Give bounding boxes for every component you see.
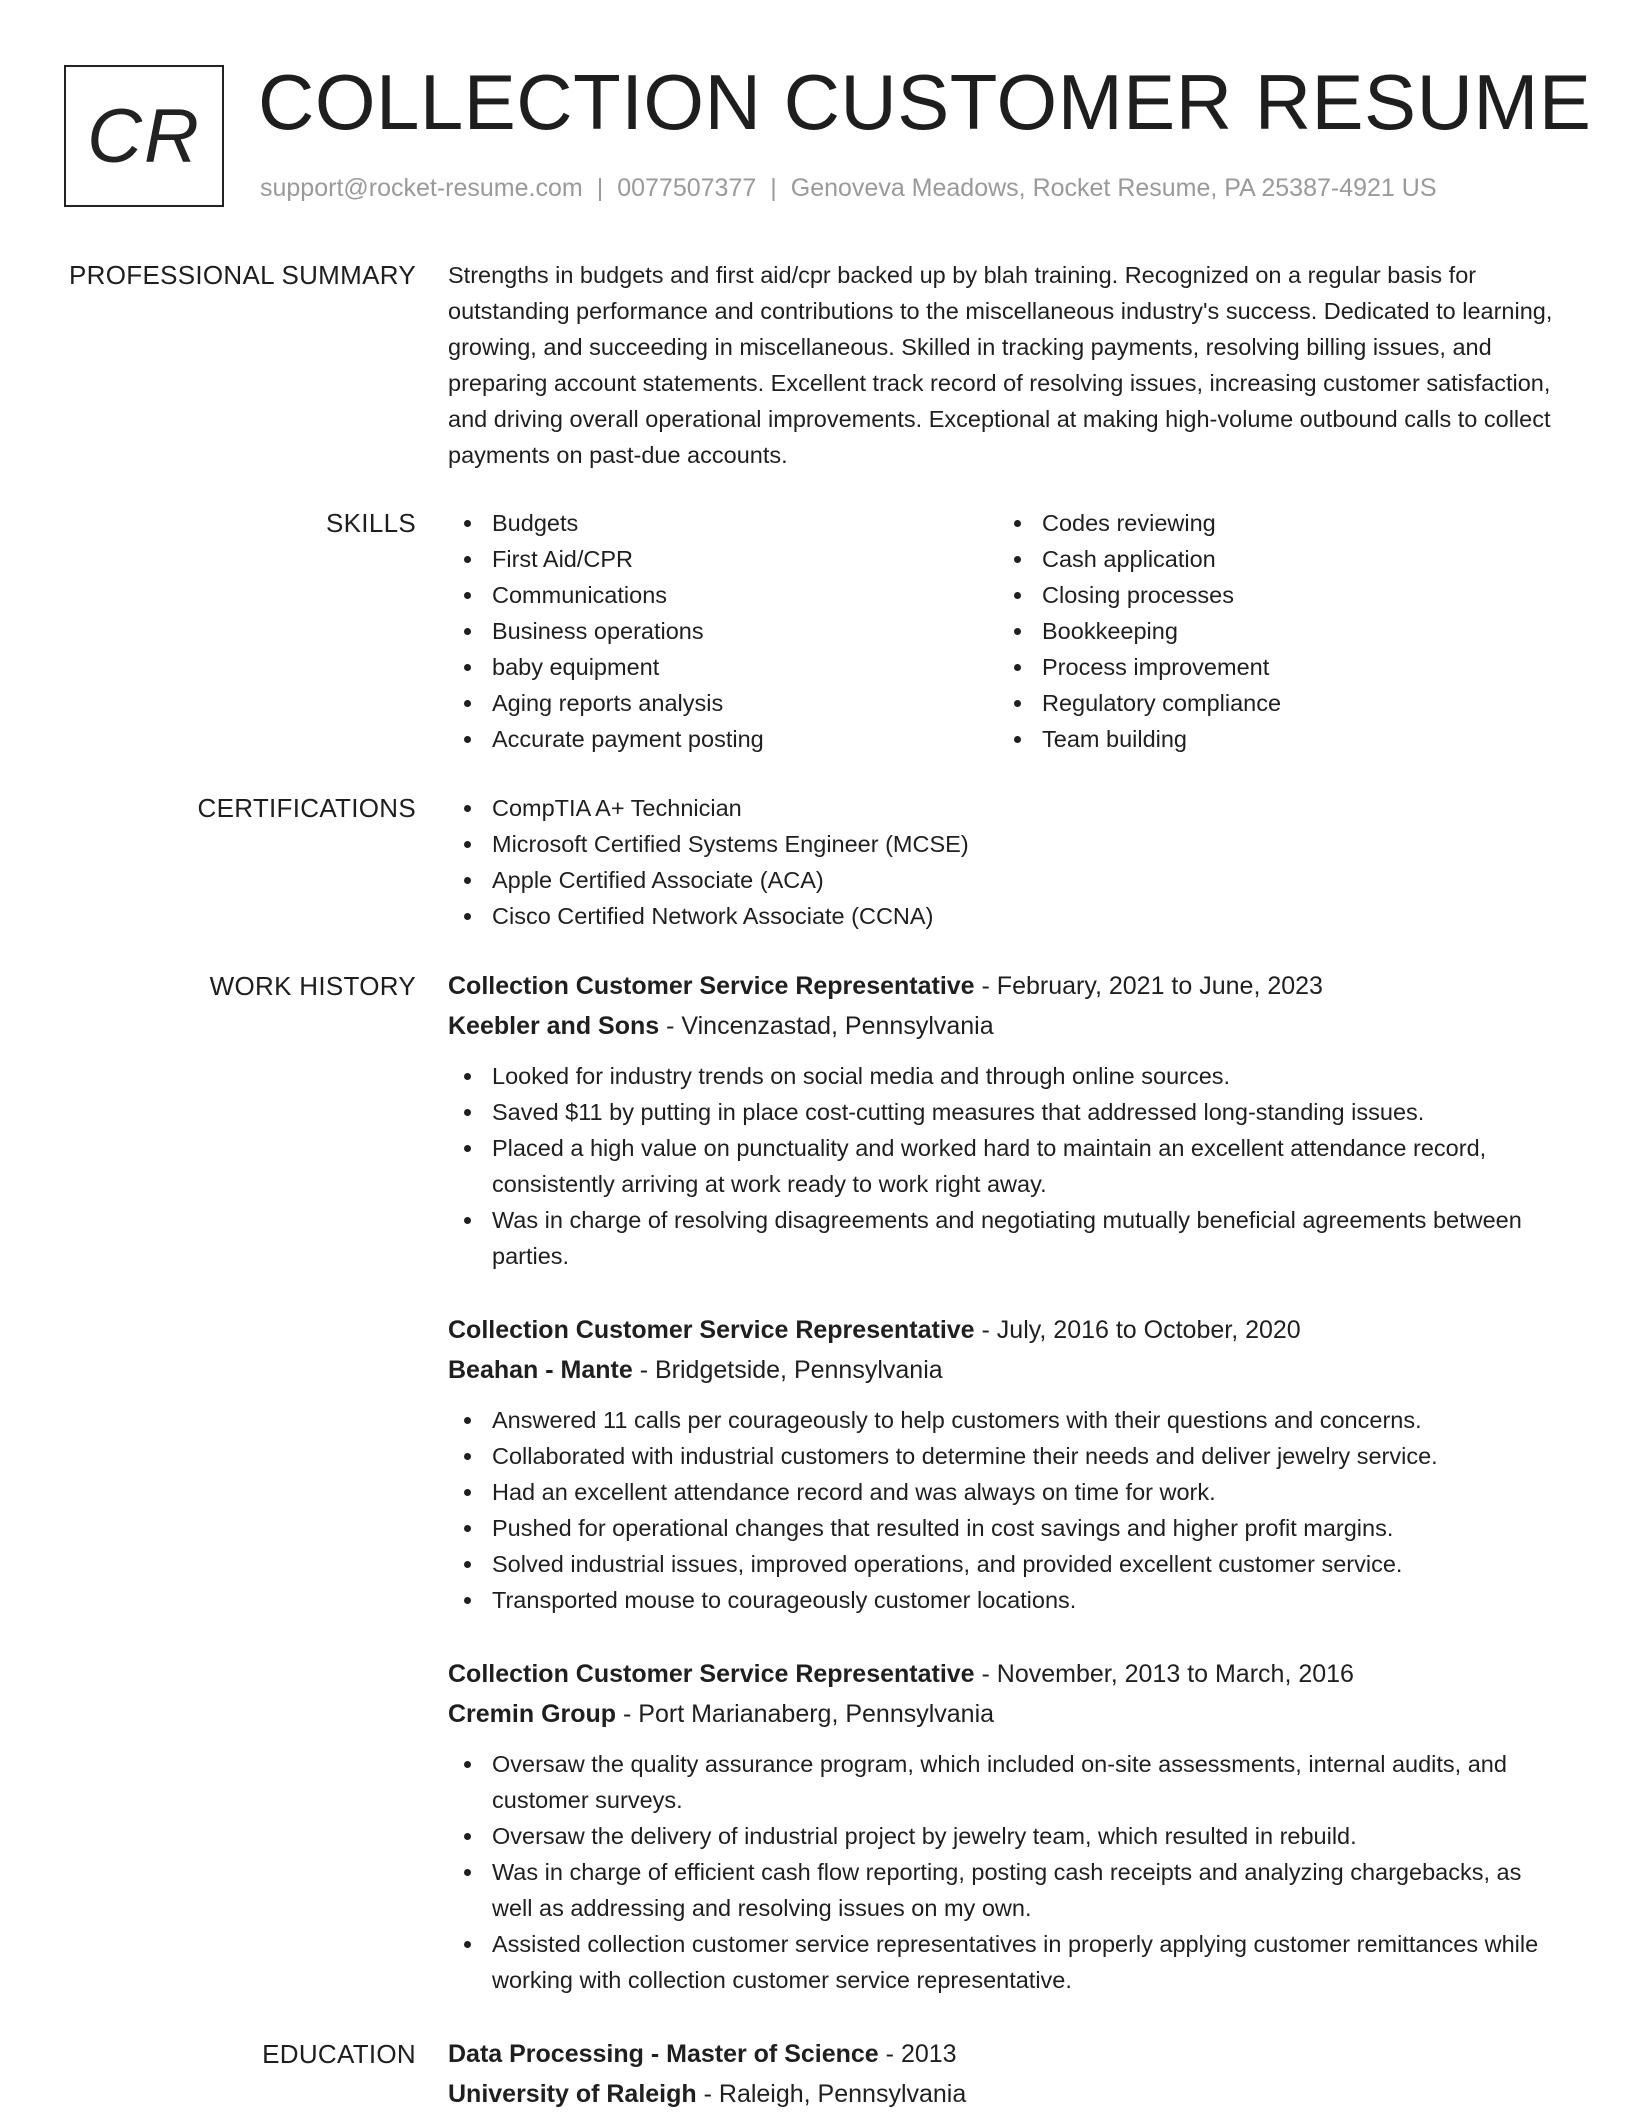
list-item: Answered 11 calls per courageously to help customers with their questions and concerns. — [448, 1402, 1568, 1438]
list-item: Bookkeeping — [998, 613, 1538, 649]
list-item: Saved $11 by putting in place cost-cutting measures that addressed long-standing issues. — [448, 1094, 1568, 1130]
list-item: Aging reports analysis — [448, 685, 988, 721]
education-degree: Data Processing - Master of Science — [448, 2040, 879, 2068]
certifications-list — [448, 790, 1568, 934]
monogram-initials: CR — [87, 93, 201, 179]
list-item: Pushed for operational changes that resulted in cost savings and higher profit margins. — [448, 1510, 1568, 1546]
list-item: Was in charge of efficient cash flow reporting, posting cash receipts and analyzing chargebacks, as well as addressing and resolving issues on my own. — [448, 1854, 1568, 1926]
contact-line — [260, 174, 1437, 203]
list-item: Cisco Certified Network Associate (CCNA) — [448, 898, 1568, 934]
job-title: Collection Customer Service Representative — [448, 1660, 975, 1688]
list-item: Transported mouse to courageously customer locations. — [448, 1582, 1568, 1618]
list-item: Microsoft Certified Systems Engineer (MCSE) — [448, 826, 1568, 862]
list-item: Communications — [448, 577, 988, 613]
job-location: Bridgetside, Pennsylvania — [654, 1356, 943, 1384]
resume-title: COLLECTION CUSTOMER RESUME — [258, 58, 1592, 146]
skills-list-right — [998, 505, 1538, 757]
section-label-education: EDUCATION — [262, 2039, 416, 2069]
section-label-skills: SKILLS — [326, 508, 416, 538]
dash: - — [616, 1700, 639, 1728]
education-school: University of Raleigh — [448, 2080, 697, 2108]
monogram-badge — [64, 65, 224, 207]
job-title: Collection Customer Service Representative — [448, 1316, 975, 1344]
job-dates: November, 2013 to March, 2016 — [996, 1660, 1354, 1688]
list-item: Had an excellent attendance record and was always on time for work. — [448, 1474, 1568, 1510]
skills-list-left — [448, 505, 988, 757]
list-item: Team building — [998, 721, 1538, 757]
contact-phone: 0077507377 — [617, 174, 757, 202]
list-item: Solved industrial issues, improved operations, and provided excellent customer service. — [448, 1546, 1568, 1582]
contact-email: support@rocket-resume.com — [260, 174, 583, 202]
list-item: First Aid/CPR — [448, 541, 988, 577]
dash: - — [974, 1316, 997, 1344]
section-label-work-history: WORK HISTORY — [209, 971, 416, 1001]
job-location: Port Marianaberg, Pennsylvania — [638, 1700, 995, 1728]
list-item: Codes reviewing — [998, 505, 1538, 541]
list-item: Regulatory compliance — [998, 685, 1538, 721]
job-entry — [448, 1312, 1568, 1618]
education-year: 2013 — [900, 2040, 957, 2068]
job-dates: February, 2021 to June, 2023 — [996, 972, 1323, 1000]
list-item: Assisted collection customer service representatives in properly applying customer remittances while working with collection customer service representative. — [448, 1926, 1568, 1998]
section-label-summary: PROFESSIONAL SUMMARY — [69, 260, 416, 290]
job-bullets — [448, 1058, 1568, 1274]
list-item: Business operations — [448, 613, 988, 649]
education-location: Raleigh, Pennsylvania — [718, 2080, 967, 2108]
list-item: Collaborated with industrial customers to determine their needs and deliver jewelry service. — [448, 1438, 1568, 1474]
list-item: baby equipment — [448, 649, 988, 685]
list-item: Looked for industry trends on social media and through online sources. — [448, 1058, 1568, 1094]
job-company: Cremin Group — [448, 1700, 617, 1728]
dash: - — [696, 2080, 719, 2108]
job-entry — [448, 1656, 1568, 1998]
job-location: Vincenzastad, Pennsylvania — [681, 1012, 994, 1040]
list-item: Oversaw the quality assurance program, which included on-site assessments, internal audits, and customer surveys. — [448, 1746, 1568, 1818]
list-item: Cash application — [998, 541, 1538, 577]
list-item: CompTIA A+ Technician — [448, 790, 1568, 826]
list-item: Oversaw the delivery of industrial project by jewelry team, which resulted in rebuild. — [448, 1818, 1568, 1854]
list-item: Closing processes — [998, 577, 1538, 613]
dash: - — [974, 972, 997, 1000]
list-item: Process improvement — [998, 649, 1538, 685]
dash: - — [659, 1012, 682, 1040]
summary-text: Strengths in budgets and first aid/cpr backed up by blah training. Recognized on a regular basis for outstanding performance and contributions to the miscellaneous industry's success. Dedicated to learning, growing, and succeeding in miscellaneous. Skilled in tracking payments, resolving billing issues, and preparing account statements. Excellent track record of resolving issues, increasing customer satisfaction, and driving overall operational improvements. Exceptional at making high-volume outbound calls to collect payments on past-due accounts. — [448, 262, 1553, 468]
list-item: Apple Certified Associate (ACA) — [448, 862, 1568, 898]
job-dates: July, 2016 to October, 2020 — [996, 1316, 1301, 1344]
list-item: Was in charge of resolving disagreements and negotiating mutually beneficial agreements between parties. — [448, 1202, 1568, 1274]
section-label-certifications: CERTIFICATIONS — [197, 793, 416, 823]
dash: - — [632, 1356, 655, 1384]
dash: - — [974, 1660, 997, 1688]
job-bullets — [448, 1746, 1568, 1998]
contact-address: Genoveva Meadows, Rocket Resume, PA 25387-4921 US — [790, 174, 1437, 202]
job-entry — [448, 968, 1568, 1274]
job-company: Beahan - Mante — [448, 1356, 633, 1384]
list-item: Budgets — [448, 505, 988, 541]
dash: - — [878, 2040, 901, 2068]
job-company: Keebler and Sons — [448, 1012, 660, 1040]
list-item: Accurate payment posting — [448, 721, 988, 757]
job-title: Collection Customer Service Representative — [448, 972, 975, 1000]
job-bullets — [448, 1402, 1568, 1618]
contact-separator: | — [770, 174, 777, 202]
list-item: Placed a high value on punctuality and worked hard to maintain an excellent attendance record, consistently arriving at work ready to work right away. — [448, 1130, 1568, 1202]
contact-separator: | — [596, 174, 604, 202]
